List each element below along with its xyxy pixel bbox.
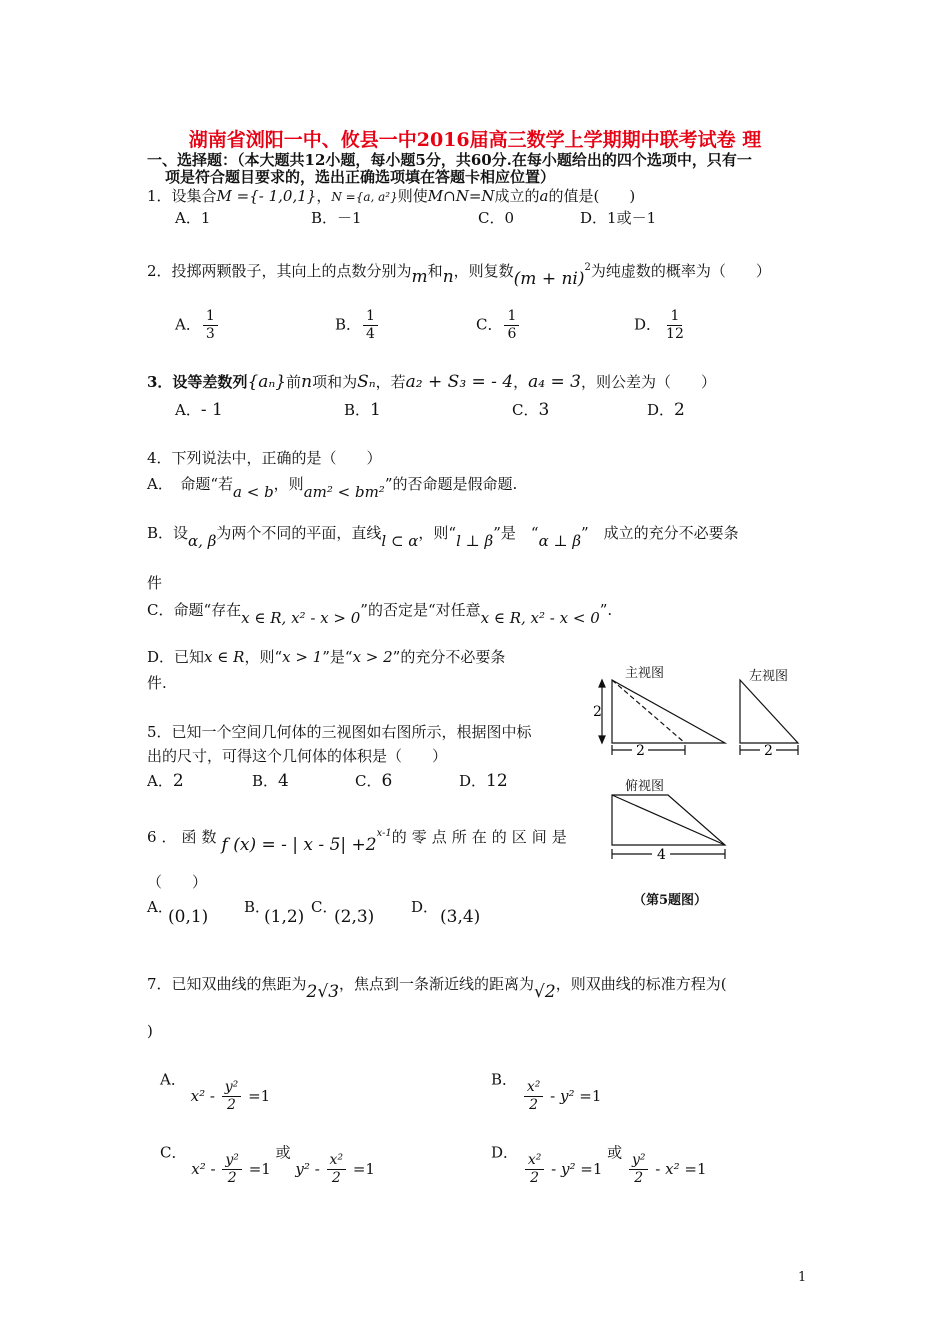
q4-option-c: C．命题“存在x ∈ R, x² - x > 0”的否定是“对任意x ∈ R, x² - x < 0”.: [147, 601, 613, 627]
q2-option-a: A． $\frac{1}{3}$: [175, 308, 220, 343]
q6-option-b: (1,2): [264, 907, 305, 927]
front-view-label: 主视图: [625, 666, 665, 681]
q2-option-c: C． $\frac{1}{6}$: [476, 308, 521, 343]
page-title: 湖南省浏阳一中、攸县一中2016届高三数学上学期期中联考试卷 理: [188, 129, 762, 151]
q1-option-c: C．0: [478, 209, 515, 227]
q3-option-a: A．- 1: [175, 400, 223, 420]
front-view-shape: [612, 680, 725, 743]
q2-option-d: D． $\frac{1}{12}$: [634, 308, 684, 342]
q7-option-d: D． $\frac{\text{x²}}{2}$ - y² =1 或 $\frac{\text{y²}}{2}$ - x² =1: [491, 1143, 707, 1186]
q6-option-c: (2,3): [334, 907, 375, 927]
figure-caption: （第5题图）: [633, 893, 708, 908]
front-width-label: 2: [636, 743, 645, 759]
three-views-figure: [590, 670, 820, 870]
question-7-close: ): [147, 1022, 153, 1040]
side-width-label: 2: [764, 743, 773, 759]
top-width-label: 4: [657, 847, 666, 863]
q6-option-a: (0,1): [168, 907, 209, 927]
section-heading-line1: 一、选择题：（本大题共12小题，每小题5分，共60分.在每小题给出的四个选项中，只有一: [147, 151, 752, 169]
q4-option-d: D．已知x ∈ R，则“x > 1”是“x > 2”的充分不必要条: [147, 648, 506, 666]
q6-option-b-label: B．: [244, 898, 271, 916]
section-heading-line2: 项是符合题目要求的，选出正确选项填在答题卡相应位置）: [165, 168, 556, 186]
q2-option-b: B． $\frac{1}{4}$: [335, 308, 380, 343]
q4-option-d-cont: 件.: [147, 674, 167, 692]
front-height-label: 2: [593, 704, 602, 720]
q7-option-a: A． x² - $\frac{\text{y²}}{2}$ =1: [160, 1070, 271, 1113]
q7-option-b: B． $\frac{\text{x²}}{2}$ - y² =1: [491, 1070, 602, 1113]
q7-option-c: C． x² - $\frac{\text{y²}}{2}$ =1 或 y² - $\frac{\text{x²}}{2}$ =1: [160, 1143, 375, 1186]
side-view-label: 左视图: [749, 669, 789, 684]
question-4-stem: 4．下列说法中，正确的是（ ）: [147, 449, 382, 467]
q5-option-b: B．4: [252, 771, 289, 791]
q6-option-a-label: A．: [147, 898, 173, 916]
question-6-stem: 6．函数f (x) = - | $x - 5| +2^{x-1}$的零点所在的区间是: [147, 828, 572, 855]
q6-paren: （ ）: [147, 873, 208, 891]
page-number: 1: [798, 1270, 807, 1285]
q4-option-a: A． 命题“若a < b，则am² < bm²”的否命题是假命题.: [147, 475, 518, 501]
q6-option-d: (3,4): [440, 907, 481, 927]
question-7-stem: 7．已知双曲线的焦距为2√3，焦点到一条渐近线的距离为√2，则双曲线的标准方程为(: [147, 975, 727, 1002]
q3-option-b: B．1: [344, 400, 381, 420]
q6-option-c-label: C．: [311, 898, 338, 916]
q5-option-a: A．2: [147, 771, 184, 791]
q1-option-b: B．－1: [311, 209, 362, 227]
q4-option-b-cont: 件: [147, 574, 163, 592]
q1-option-a: A．1: [175, 209, 211, 227]
q3-option-c: C．3: [512, 400, 550, 420]
q6-option-d-label: D．: [411, 898, 439, 916]
question-5-line1: 5．已知一个空间几何体的三视图如右图所示，根据图中标: [147, 723, 532, 741]
question-3-stem: 3．设等差数列{aₙ}前n项和为Sₙ，若a₂ + S₃ = - 4，a₄ = 3，则公差为（ ）: [147, 372, 717, 392]
q3-option-d: D．2: [647, 400, 685, 420]
q5-option-d: D．12: [459, 771, 508, 791]
question-1-stem: 1．设集合M ={- 1,0,1}，N ={a, a²}则使M∩N=N成立的a的值是( ): [147, 187, 636, 205]
q4-option-b: B．设α, β为两个不同的平面，直线l ⊂ α，则“l ⊥ β”是 “α ⊥ β” 成立的充分不必要条: [147, 524, 739, 550]
question-2-stem: 2．投掷两颗骰子，其向上的点数分别为m和n，则复数(m + ni)$^2$为纯虚数的概率为（ ）: [147, 262, 771, 289]
q5-option-c: C．6: [355, 771, 393, 791]
question-5-line2: 出的尺寸，可得这个几何体的体积是（ ）: [147, 747, 448, 765]
front-view-hidden-edge: [612, 680, 685, 743]
q1-option-d: D．1或－1: [580, 209, 657, 227]
top-view-diagonal: [612, 795, 725, 845]
top-view-label: 俯视图: [625, 779, 665, 794]
side-view-shape: [740, 680, 798, 743]
